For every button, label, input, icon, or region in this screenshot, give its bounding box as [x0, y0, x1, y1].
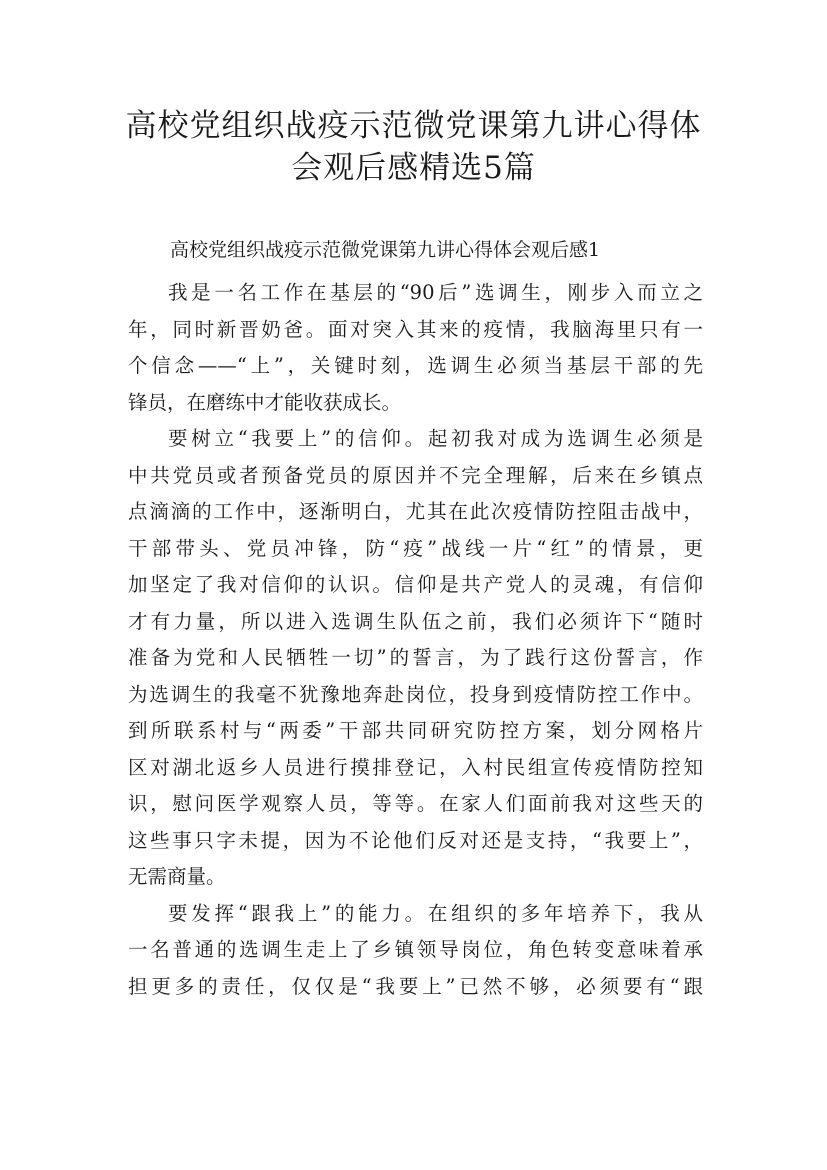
paragraph-line: 要发挥“跟我上”的能力。在组织的多年培养下，我从: [168, 901, 703, 925]
paragraph-line: 无需商量。: [128, 865, 226, 888]
paragraph-line: 点滴滴的工作中，逐渐明白，尤其在此次疫情防控阻击战中，: [128, 500, 703, 523]
document-body: [128, 247, 703, 1005]
paragraph-line: 干部带头、党员冲锋，防“疫”战线一片“红”的情景，更: [128, 536, 703, 560]
paragraph-line: 到所联系村与“两委”干部共同研究防控方案，划分网格片: [128, 719, 703, 742]
paragraph-line: 才有力量，所以进入选调生队伍之前，我们必须许下“随时: [128, 609, 703, 633]
paragraph-line: 要树立“我要上”的信仰。起初我对成为选调生必须是: [168, 427, 703, 450]
paragraph-line: 锋员，在磨练中才能收获成长。: [128, 390, 402, 414]
paragraph-line: 识，慰问医学观察人员，等等。在家人们面前我对这些天的: [128, 792, 703, 815]
paragraph-line: 中共党员或者预备党员的原因并不完全理解，后来在乡镇点: [128, 463, 703, 487]
paragraph-line: 年，同时新晋奶爸。面对突入其来的疫情，我脑海里只有一: [128, 317, 703, 341]
paragraph-line: 个信念——“上”，关键时刻，选调生必须当基层干部的先: [128, 354, 703, 377]
document-title-line-1: 高校党组织战疫示范微党课第九讲心得体: [125, 108, 702, 144]
paragraph-line: 为选调生的我毫不犹豫地奔赴岗位，投身到疫情防控工作中。: [128, 682, 703, 706]
paragraph-line: 这些事只字未提，因为不论他们反对还是支持，“我要上”，: [128, 828, 703, 852]
paragraph-line: 担更多的责任，仅仅是“我要上”已然不够，必须要有“跟: [128, 974, 703, 998]
paragraph-line: 区对湖北返乡人员进行摸排登记，入村民组宣传疫情防控知: [128, 755, 703, 779]
paragraph-line: 我是一名工作在基层的“90后”选调生，刚步入而立之: [168, 281, 703, 304]
section-heading: 高校党组织战疫示范微党课第九讲心得体会观后感1: [170, 239, 601, 261]
paragraph-line: 一名普通的选调生走上了乡镇领导岗位，角色转变意味着承: [128, 938, 703, 961]
document-title-line-2: 会观后感精选5篇: [291, 150, 536, 186]
paragraph-line: 加坚定了我对信仰的认识。信仰是共产党人的灵魂，有信仰: [128, 573, 703, 596]
heading-spacer: [128, 247, 703, 275]
paragraph-line: 准备为党和人民牺牲一切”的誓言，为了践行这份誓言，作: [128, 646, 703, 669]
